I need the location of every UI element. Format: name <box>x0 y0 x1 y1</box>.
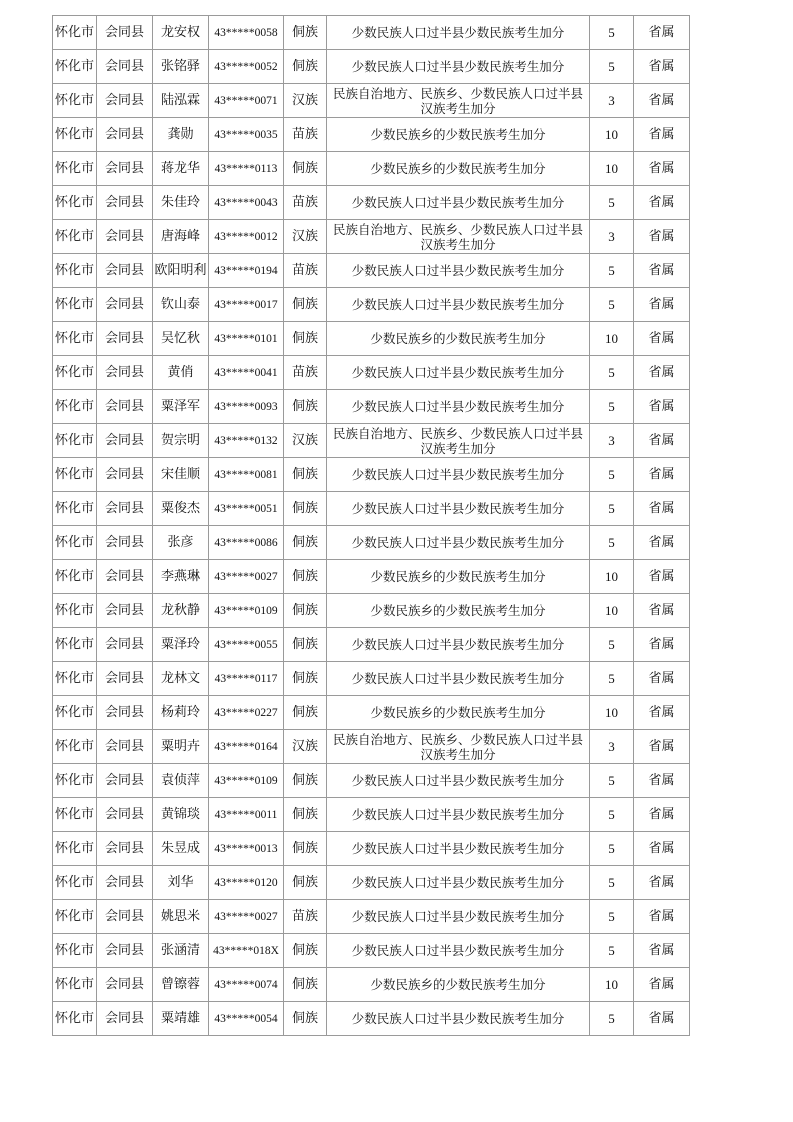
bonus-reason-cell: 少数民族人口过半县少数民族考生加分 <box>327 16 590 50</box>
id-number-cell: 43*****0109 <box>209 594 284 628</box>
county-cell: 会同县 <box>97 390 153 424</box>
name-cell: 黄俏 <box>153 356 209 390</box>
id-number-cell: 43*****0035 <box>209 118 284 152</box>
city-cell: 怀化市 <box>53 662 97 696</box>
ethnicity-cell: 侗族 <box>284 866 327 900</box>
level-cell: 省属 <box>634 220 690 254</box>
name-cell: 张铭驿 <box>153 50 209 84</box>
city-cell: 怀化市 <box>53 798 97 832</box>
ethnicity-cell: 侗族 <box>284 16 327 50</box>
ethnicity-cell: 侗族 <box>284 152 327 186</box>
city-cell: 怀化市 <box>53 594 97 628</box>
ethnicity-cell: 侗族 <box>284 390 327 424</box>
bonus-reason-cell: 少数民族人口过半县少数民族考生加分 <box>327 186 590 220</box>
bonus-reason-cell: 少数民族人口过半县少数民族考生加分 <box>327 390 590 424</box>
level-cell: 省属 <box>634 594 690 628</box>
bonus-score-cell: 5 <box>590 832 634 866</box>
id-number-cell: 43*****0041 <box>209 356 284 390</box>
table-row <box>53 152 690 186</box>
county-cell: 会同县 <box>97 288 153 322</box>
level-cell: 省属 <box>634 730 690 764</box>
county-cell: 会同县 <box>97 628 153 662</box>
bonus-points-sheet <box>52 15 690 1036</box>
bonus-points-table <box>52 15 690 1036</box>
id-number-cell: 43*****0081 <box>209 458 284 492</box>
name-cell: 张涵清 <box>153 934 209 968</box>
county-cell: 会同县 <box>97 16 153 50</box>
bonus-score-cell: 5 <box>590 934 634 968</box>
city-cell: 怀化市 <box>53 560 97 594</box>
city-cell: 怀化市 <box>53 492 97 526</box>
level-cell: 省属 <box>634 696 690 730</box>
id-number-cell: 43*****0013 <box>209 832 284 866</box>
city-cell: 怀化市 <box>53 254 97 288</box>
ethnicity-cell: 侗族 <box>284 492 327 526</box>
id-number-cell: 43*****0058 <box>209 16 284 50</box>
table-row <box>53 186 690 220</box>
level-cell: 省属 <box>634 322 690 356</box>
bonus-score-cell: 5 <box>590 356 634 390</box>
county-cell: 会同县 <box>97 900 153 934</box>
city-cell: 怀化市 <box>53 390 97 424</box>
level-cell: 省属 <box>634 356 690 390</box>
bonus-reason-cell: 少数民族乡的少数民族考生加分 <box>327 118 590 152</box>
name-cell: 蒋龙华 <box>153 152 209 186</box>
bonus-reason-cell: 少数民族乡的少数民族考生加分 <box>327 696 590 730</box>
bonus-score-cell: 5 <box>590 16 634 50</box>
name-cell: 袁侦萍 <box>153 764 209 798</box>
bonus-score-cell: 5 <box>590 764 634 798</box>
name-cell: 刘华 <box>153 866 209 900</box>
bonus-reason-cell: 少数民族乡的少数民族考生加分 <box>327 594 590 628</box>
id-number-cell: 43*****0043 <box>209 186 284 220</box>
county-cell: 会同县 <box>97 84 153 118</box>
ethnicity-cell: 汉族 <box>284 84 327 118</box>
name-cell: 龚勋 <box>153 118 209 152</box>
county-cell: 会同县 <box>97 492 153 526</box>
city-cell: 怀化市 <box>53 730 97 764</box>
table-row <box>53 662 690 696</box>
bonus-reason-cell: 少数民族人口过半县少数民族考生加分 <box>327 866 590 900</box>
table-row <box>53 594 690 628</box>
city-cell: 怀化市 <box>53 458 97 492</box>
name-cell: 龙林文 <box>153 662 209 696</box>
id-number-cell: 43*****0074 <box>209 968 284 1002</box>
table-row <box>53 866 690 900</box>
level-cell: 省属 <box>634 492 690 526</box>
bonus-reason-cell: 少数民族人口过半县少数民族考生加分 <box>327 900 590 934</box>
ethnicity-cell: 侗族 <box>284 288 327 322</box>
id-number-cell: 43*****0017 <box>209 288 284 322</box>
name-cell: 钦山泰 <box>153 288 209 322</box>
name-cell: 粟泽军 <box>153 390 209 424</box>
city-cell: 怀化市 <box>53 50 97 84</box>
county-cell: 会同县 <box>97 152 153 186</box>
level-cell: 省属 <box>634 16 690 50</box>
name-cell: 唐海峰 <box>153 220 209 254</box>
level-cell: 省属 <box>634 628 690 662</box>
ethnicity-cell: 侗族 <box>284 594 327 628</box>
table-row <box>53 84 690 118</box>
id-number-cell: 43*****0027 <box>209 560 284 594</box>
bonus-score-cell: 3 <box>590 220 634 254</box>
ethnicity-cell: 侗族 <box>284 934 327 968</box>
table-row <box>53 764 690 798</box>
bonus-reason-cell: 少数民族人口过半县少数民族考生加分 <box>327 526 590 560</box>
city-cell: 怀化市 <box>53 322 97 356</box>
ethnicity-cell: 汉族 <box>284 424 327 458</box>
name-cell: 黄锦琰 <box>153 798 209 832</box>
id-number-cell: 43*****0117 <box>209 662 284 696</box>
level-cell: 省属 <box>634 254 690 288</box>
table-row <box>53 696 690 730</box>
table-row <box>53 934 690 968</box>
table-body <box>53 16 690 1036</box>
county-cell: 会同县 <box>97 934 153 968</box>
bonus-score-cell: 5 <box>590 798 634 832</box>
bonus-score-cell: 5 <box>590 492 634 526</box>
name-cell: 欧阳明利 <box>153 254 209 288</box>
bonus-score-cell: 10 <box>590 560 634 594</box>
table-row <box>53 220 690 254</box>
ethnicity-cell: 苗族 <box>284 186 327 220</box>
level-cell: 省属 <box>634 288 690 322</box>
bonus-score-cell: 5 <box>590 186 634 220</box>
city-cell: 怀化市 <box>53 968 97 1002</box>
ethnicity-cell: 侗族 <box>284 322 327 356</box>
ethnicity-cell: 侗族 <box>284 798 327 832</box>
county-cell: 会同县 <box>97 798 153 832</box>
id-number-cell: 43*****0113 <box>209 152 284 186</box>
id-number-cell: 43*****0027 <box>209 900 284 934</box>
bonus-score-cell: 10 <box>590 322 634 356</box>
county-cell: 会同县 <box>97 696 153 730</box>
city-cell: 怀化市 <box>53 764 97 798</box>
id-number-cell: 43*****0051 <box>209 492 284 526</box>
bonus-reason-cell: 少数民族人口过半县少数民族考生加分 <box>327 934 590 968</box>
ethnicity-cell: 汉族 <box>284 220 327 254</box>
bonus-reason-cell: 民族自治地方、民族乡、少数民族人口过半县汉族考生加分 <box>327 730 590 764</box>
county-cell: 会同县 <box>97 220 153 254</box>
level-cell: 省属 <box>634 424 690 458</box>
bonus-reason-cell: 少数民族人口过半县少数民族考生加分 <box>327 662 590 696</box>
bonus-score-cell: 10 <box>590 118 634 152</box>
table-row <box>53 424 690 458</box>
ethnicity-cell: 侗族 <box>284 662 327 696</box>
county-cell: 会同县 <box>97 764 153 798</box>
name-cell: 姚思米 <box>153 900 209 934</box>
id-number-cell: 43*****0109 <box>209 764 284 798</box>
name-cell: 龙安权 <box>153 16 209 50</box>
level-cell: 省属 <box>634 1002 690 1036</box>
id-number-cell: 43*****0093 <box>209 390 284 424</box>
id-number-cell: 43*****0120 <box>209 866 284 900</box>
name-cell: 陆泓霖 <box>153 84 209 118</box>
bonus-reason-cell: 少数民族人口过半县少数民族考生加分 <box>327 254 590 288</box>
level-cell: 省属 <box>634 390 690 424</box>
name-cell: 贺宗明 <box>153 424 209 458</box>
name-cell: 宋佳顺 <box>153 458 209 492</box>
level-cell: 省属 <box>634 458 690 492</box>
table-row <box>53 288 690 322</box>
level-cell: 省属 <box>634 84 690 118</box>
table-row <box>53 356 690 390</box>
level-cell: 省属 <box>634 50 690 84</box>
name-cell: 杨莉玲 <box>153 696 209 730</box>
county-cell: 会同县 <box>97 866 153 900</box>
table-row <box>53 1002 690 1036</box>
id-number-cell: 43*****0012 <box>209 220 284 254</box>
id-number-cell: 43*****0011 <box>209 798 284 832</box>
bonus-score-cell: 5 <box>590 254 634 288</box>
id-number-cell: 43*****0101 <box>209 322 284 356</box>
level-cell: 省属 <box>634 832 690 866</box>
city-cell: 怀化市 <box>53 186 97 220</box>
county-cell: 会同县 <box>97 526 153 560</box>
bonus-reason-cell: 少数民族人口过半县少数民族考生加分 <box>327 492 590 526</box>
ethnicity-cell: 侗族 <box>284 560 327 594</box>
name-cell: 粟泽玲 <box>153 628 209 662</box>
county-cell: 会同县 <box>97 730 153 764</box>
bonus-reason-cell: 少数民族人口过半县少数民族考生加分 <box>327 50 590 84</box>
name-cell: 张彦 <box>153 526 209 560</box>
ethnicity-cell: 侗族 <box>284 764 327 798</box>
city-cell: 怀化市 <box>53 628 97 662</box>
level-cell: 省属 <box>634 560 690 594</box>
county-cell: 会同县 <box>97 832 153 866</box>
city-cell: 怀化市 <box>53 866 97 900</box>
ethnicity-cell: 侗族 <box>284 696 327 730</box>
ethnicity-cell: 侗族 <box>284 526 327 560</box>
bonus-score-cell: 10 <box>590 696 634 730</box>
bonus-score-cell: 5 <box>590 390 634 424</box>
city-cell: 怀化市 <box>53 526 97 560</box>
bonus-score-cell: 10 <box>590 594 634 628</box>
id-number-cell: 43*****0132 <box>209 424 284 458</box>
bonus-score-cell: 3 <box>590 84 634 118</box>
county-cell: 会同县 <box>97 254 153 288</box>
level-cell: 省属 <box>634 968 690 1002</box>
ethnicity-cell: 汉族 <box>284 730 327 764</box>
bonus-score-cell: 5 <box>590 628 634 662</box>
city-cell: 怀化市 <box>53 152 97 186</box>
id-number-cell: 43*****0052 <box>209 50 284 84</box>
name-cell: 吴忆秋 <box>153 322 209 356</box>
bonus-score-cell: 10 <box>590 152 634 186</box>
level-cell: 省属 <box>634 866 690 900</box>
city-cell: 怀化市 <box>53 1002 97 1036</box>
bonus-score-cell: 5 <box>590 662 634 696</box>
bonus-reason-cell: 少数民族人口过半县少数民族考生加分 <box>327 356 590 390</box>
id-number-cell: 43*****0227 <box>209 696 284 730</box>
city-cell: 怀化市 <box>53 696 97 730</box>
table-row <box>53 16 690 50</box>
bonus-reason-cell: 少数民族乡的少数民族考生加分 <box>327 968 590 1002</box>
city-cell: 怀化市 <box>53 220 97 254</box>
bonus-score-cell: 5 <box>590 866 634 900</box>
table-row <box>53 50 690 84</box>
bonus-score-cell: 5 <box>590 526 634 560</box>
bonus-score-cell: 5 <box>590 288 634 322</box>
ethnicity-cell: 苗族 <box>284 254 327 288</box>
county-cell: 会同县 <box>97 356 153 390</box>
name-cell: 曾镲蓉 <box>153 968 209 1002</box>
bonus-score-cell: 5 <box>590 458 634 492</box>
ethnicity-cell: 侗族 <box>284 628 327 662</box>
bonus-score-cell: 5 <box>590 50 634 84</box>
county-cell: 会同县 <box>97 186 153 220</box>
name-cell: 粟明卉 <box>153 730 209 764</box>
city-cell: 怀化市 <box>53 16 97 50</box>
city-cell: 怀化市 <box>53 832 97 866</box>
table-row <box>53 798 690 832</box>
level-cell: 省属 <box>634 934 690 968</box>
bonus-reason-cell: 民族自治地方、民族乡、少数民族人口过半县汉族考生加分 <box>327 424 590 458</box>
city-cell: 怀化市 <box>53 934 97 968</box>
level-cell: 省属 <box>634 798 690 832</box>
bonus-reason-cell: 民族自治地方、民族乡、少数民族人口过半县汉族考生加分 <box>327 220 590 254</box>
table-row <box>53 254 690 288</box>
level-cell: 省属 <box>634 900 690 934</box>
id-number-cell: 43*****0194 <box>209 254 284 288</box>
table-row <box>53 628 690 662</box>
table-row <box>53 118 690 152</box>
id-number-cell: 43*****0071 <box>209 84 284 118</box>
city-cell: 怀化市 <box>53 356 97 390</box>
name-cell: 李燕琳 <box>153 560 209 594</box>
city-cell: 怀化市 <box>53 288 97 322</box>
name-cell: 龙秋静 <box>153 594 209 628</box>
name-cell: 粟靖雄 <box>153 1002 209 1036</box>
bonus-reason-cell: 少数民族人口过半县少数民族考生加分 <box>327 764 590 798</box>
city-cell: 怀化市 <box>53 118 97 152</box>
table-row <box>53 900 690 934</box>
county-cell: 会同县 <box>97 662 153 696</box>
bonus-reason-cell: 少数民族人口过半县少数民族考生加分 <box>327 288 590 322</box>
ethnicity-cell: 侗族 <box>284 458 327 492</box>
level-cell: 省属 <box>634 662 690 696</box>
name-cell: 朱昱成 <box>153 832 209 866</box>
county-cell: 会同县 <box>97 50 153 84</box>
county-cell: 会同县 <box>97 424 153 458</box>
county-cell: 会同县 <box>97 1002 153 1036</box>
ethnicity-cell: 苗族 <box>284 118 327 152</box>
county-cell: 会同县 <box>97 968 153 1002</box>
ethnicity-cell: 苗族 <box>284 356 327 390</box>
bonus-reason-cell: 少数民族人口过半县少数民族考生加分 <box>327 628 590 662</box>
id-number-cell: 43*****0055 <box>209 628 284 662</box>
level-cell: 省属 <box>634 526 690 560</box>
name-cell: 粟俊杰 <box>153 492 209 526</box>
id-number-cell: 43*****0164 <box>209 730 284 764</box>
bonus-reason-cell: 少数民族人口过半县少数民族考生加分 <box>327 1002 590 1036</box>
table-row <box>53 390 690 424</box>
bonus-score-cell: 5 <box>590 900 634 934</box>
bonus-reason-cell: 少数民族人口过半县少数民族考生加分 <box>327 832 590 866</box>
ethnicity-cell: 侗族 <box>284 832 327 866</box>
id-number-cell: 43*****0086 <box>209 526 284 560</box>
city-cell: 怀化市 <box>53 900 97 934</box>
id-number-cell: 43*****018X <box>209 934 284 968</box>
table-row <box>53 730 690 764</box>
table-row <box>53 968 690 1002</box>
table-row <box>53 492 690 526</box>
bonus-score-cell: 3 <box>590 424 634 458</box>
bonus-score-cell: 3 <box>590 730 634 764</box>
table-row <box>53 832 690 866</box>
bonus-reason-cell: 少数民族人口过半县少数民族考生加分 <box>327 798 590 832</box>
bonus-reason-cell: 少数民族人口过半县少数民族考生加分 <box>327 458 590 492</box>
county-cell: 会同县 <box>97 118 153 152</box>
county-cell: 会同县 <box>97 458 153 492</box>
table-row <box>53 526 690 560</box>
ethnicity-cell: 侗族 <box>284 968 327 1002</box>
level-cell: 省属 <box>634 186 690 220</box>
bonus-reason-cell: 少数民族乡的少数民族考生加分 <box>327 322 590 356</box>
bonus-reason-cell: 少数民族乡的少数民族考生加分 <box>327 560 590 594</box>
id-number-cell: 43*****0054 <box>209 1002 284 1036</box>
table-row <box>53 458 690 492</box>
county-cell: 会同县 <box>97 560 153 594</box>
bonus-score-cell: 5 <box>590 1002 634 1036</box>
county-cell: 会同县 <box>97 594 153 628</box>
table-row <box>53 322 690 356</box>
bonus-reason-cell: 民族自治地方、民族乡、少数民族人口过半县汉族考生加分 <box>327 84 590 118</box>
name-cell: 朱佳玲 <box>153 186 209 220</box>
bonus-score-cell: 10 <box>590 968 634 1002</box>
ethnicity-cell: 苗族 <box>284 900 327 934</box>
level-cell: 省属 <box>634 118 690 152</box>
city-cell: 怀化市 <box>53 424 97 458</box>
city-cell: 怀化市 <box>53 84 97 118</box>
table-row <box>53 560 690 594</box>
ethnicity-cell: 侗族 <box>284 50 327 84</box>
bonus-reason-cell: 少数民族乡的少数民族考生加分 <box>327 152 590 186</box>
county-cell: 会同县 <box>97 322 153 356</box>
level-cell: 省属 <box>634 764 690 798</box>
ethnicity-cell: 侗族 <box>284 1002 327 1036</box>
level-cell: 省属 <box>634 152 690 186</box>
